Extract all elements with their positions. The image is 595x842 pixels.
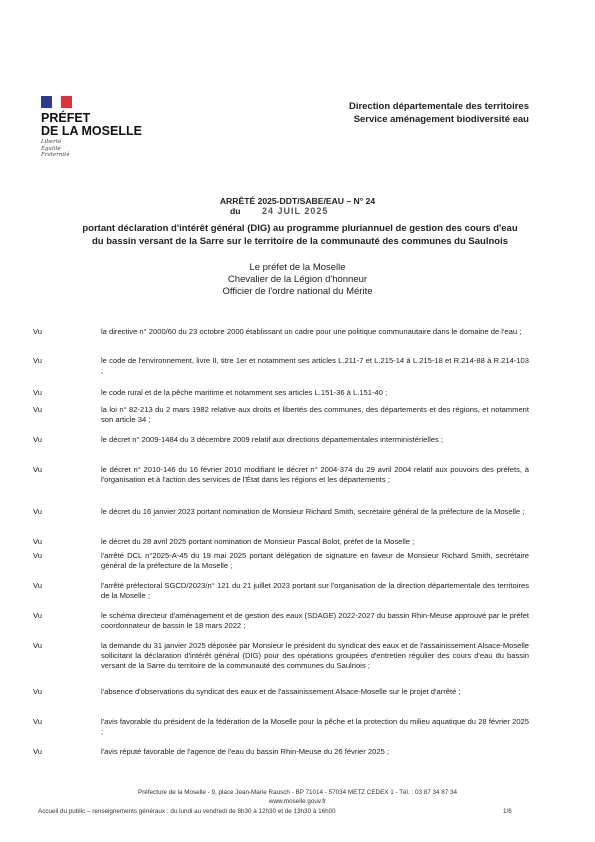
visa-text: le décret du 28 avril 2025 portant nomination de Monsieur Pascal Bolot, préfet de la Moselle ;	[101, 537, 415, 546]
republique-logo-flag	[41, 96, 72, 108]
visa-label: Vu	[33, 687, 43, 696]
visa-label: Vu	[33, 465, 43, 474]
visa-text: l'avis réputé favorable de l'agence de l'eau du bassin Rhin-Meuse du 26 février 2025 ;	[101, 747, 390, 756]
visa-text: la directive n° 2000/60 du 23 octobre 2000 établissant un cadre pour une politique communautaire dans le domaine de l'eau ;	[101, 327, 522, 336]
visa-label: Vu	[33, 581, 43, 590]
direction-line: Direction départementale des territoires	[348, 101, 529, 112]
flag-white-band	[52, 96, 61, 108]
visa-label: Vu	[33, 327, 43, 336]
visa-label: Vu	[33, 551, 43, 560]
visa-text: le décret n° 2010-146 du 16 février 2010 modifiant le décret n° 2004-374 du 29 avril 2004 relatif aux pouvoirs des préfets, à l'organisation et à l'action des services de l'État dans les régions et les départements ;	[101, 465, 529, 484]
visa-label: Vu	[33, 435, 43, 444]
flag-red-band	[61, 96, 72, 108]
visa-text: l'absence d'observations du syndicat des eaux et de l'assainissement Alsace-Moselle sur le projet d'arrêté ;	[101, 687, 461, 696]
motto-line: Liberté	[41, 139, 62, 145]
footer-hours: Accueil du public – renseignements généraux : du lundi au vendredi de 8h30 à 12h30 et de 13h30 à 16h00	[38, 808, 336, 815]
arrete-subject	[58, 223, 542, 248]
prefecture-line: DE LA MOSELLE	[41, 124, 142, 138]
prefect-title-line: Chevalier de la Légion d'honneur	[227, 274, 368, 285]
visa-text: le code de l'environnement, livre II, titre 1er et notamment ses articles L.211-7 et L.215-14 à L.215-18 et R.214-88 à R.214-103 ;	[101, 356, 529, 375]
visa-text: la demande du 31 janvier 2025 déposée par Monsieur le président du syndicat des eaux et de l'assainissement Alsace-Moselle sollicitant la déclaration d'intérêt général (DIG) pour des opérations groupées d'entretien régulier des cours d'eau du bassin versant de la Sarre du territoire de la communauté des communes du Saulnois ;	[101, 641, 529, 670]
visa-label: Vu	[33, 611, 43, 620]
visa-text: la loi n° 82-213 du 2 mars 1982 relative aux droits et libertés des communes, des départements et des régions, et notamment son article 34 ;	[101, 405, 529, 424]
visa-text: l'avis favorable du président de la fédération de la Moselle pour la pêche et la protection du milieu aquatique du 28 février 2025 ;	[101, 717, 529, 736]
page-number: 1/6	[503, 808, 512, 815]
prefect-titles	[0, 262, 595, 298]
prefect-title-line: Le préfet de la Moselle	[249, 262, 346, 273]
visa-text: l'arrêté préfectoral SGCD/2023/n° 121 du 21 juillet 2023 portant sur l'organisation de la direction départementale des territoires de la Moselle ;	[101, 581, 529, 600]
prefecture-line: PRÉFET	[41, 111, 91, 125]
visa-text: le schéma directeur d'aménagement et de gestion des eaux (SDAGE) 2022-2027 du bassin Rhin-Meuse approuvé par le préfet coordonnateur de bassin le 18 mars 2022 ;	[101, 611, 529, 630]
visa-label: Vu	[33, 747, 43, 756]
visa-label: Vu	[33, 717, 43, 726]
page-footer	[0, 788, 595, 806]
visa-label: Vu	[33, 537, 43, 546]
date-stamp: 24 JUIL 2025	[262, 206, 329, 216]
visa-label: Vu	[33, 405, 43, 414]
republic-motto	[41, 139, 70, 159]
visa-label: Vu	[33, 388, 43, 397]
footer-website[interactable]: www.moselle.gouv.fr	[268, 798, 327, 805]
arrete-number: ARRÊTÉ 2025-DDT/SABE/EAU – N° 24	[219, 196, 376, 206]
arrete-du-label: du	[230, 206, 241, 216]
visa-text: le code rural et de la pêche maritime et notamment ses articles L.151-36 à L.151-40 ;	[101, 388, 388, 397]
service-line: Service aménagement biodiversité eau	[353, 114, 529, 125]
visa-label: Vu	[33, 356, 43, 365]
visa-text: le décret n° 2009-1484 du 3 décembre 2009 relatif aux directions départementales interministérielles ;	[101, 435, 443, 444]
subject-line: du bassin versant de la Sarre sur le territoire de la communauté des communes du Saulnois	[91, 235, 509, 247]
issuing-service	[349, 100, 529, 126]
subject-line: portant déclaration d'intérêt général (DIG) au programme pluriannuel de gestion des cours d'eau	[82, 223, 518, 234]
visa-text: l'arrêté DCL n°2025-A-45 du 19 mai 2025 portant délégation de signature en faveur de Monsieur Richard Smith, secrétaire général de la préfecture de la Moselle ;	[101, 551, 529, 570]
motto-line: Fraternité	[41, 152, 70, 158]
prefect-title-line: Officier de l'ordre national du Mérite	[222, 286, 373, 297]
footer-address: Préfecture de la Moselle - 9, place Jean-Marie Rausch - BP 71014 - 57034 METZ CEDEX 1 - Tél. : 03 87 34 87 34	[138, 789, 457, 796]
visa-label: Vu	[33, 641, 43, 650]
prefecture-name	[41, 112, 142, 138]
motto-line: Égalité	[41, 145, 61, 152]
visa-text: le décret du 16 janvier 2023 portant nomination de Monsieur Richard Smith, secrétaire général de la préfecture de la Moselle ;	[101, 507, 525, 516]
flag-blue-band	[41, 96, 52, 108]
visa-label: Vu	[33, 507, 43, 516]
